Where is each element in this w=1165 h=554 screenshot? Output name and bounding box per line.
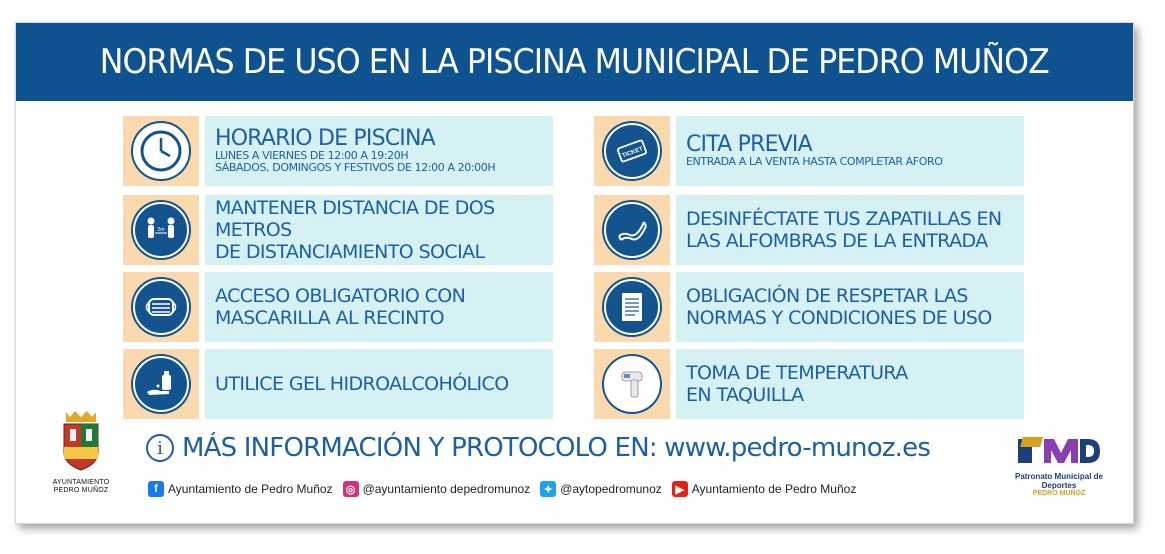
rule-text: ACCESO OBLIGATORIO CON MASCARILLA AL RECINTO — [215, 285, 466, 329]
twitter-icon: ✦ — [540, 481, 556, 497]
town-crest-logo — [46, 408, 116, 495]
rule-text: TOMA DE TEMPERATURA EN TAQUILLA — [686, 362, 908, 406]
rule-temperature — [676, 349, 1024, 419]
icon-box — [123, 195, 199, 265]
info-icon: i — [146, 434, 174, 462]
rule-mask — [205, 272, 553, 342]
rule-gel — [205, 349, 553, 419]
social-links — [148, 481, 866, 497]
icon-box — [594, 272, 670, 342]
crest-icon — [54, 408, 108, 474]
instagram-icon: ◎ — [343, 481, 359, 497]
social-twitter[interactable] — [540, 481, 662, 497]
header-bar — [16, 23, 1133, 101]
face-mask-icon — [133, 279, 189, 335]
disinfection-mat-icon — [604, 202, 660, 258]
icon-box — [594, 195, 670, 265]
rule-title: HORARIO DE PISCINA — [215, 126, 435, 151]
icon-box — [123, 272, 199, 342]
rule-text: OBLIGACIÓN DE RESPETAR LAS NORMAS Y CONDICIONES DE USO — [686, 285, 992, 329]
rule-schedule — [205, 116, 553, 186]
icon-box — [594, 349, 670, 419]
rule-text: MANTENER DISTANCIA DE DOS METROS DE DISTANCIAMIENTO SOCIAL — [215, 197, 495, 263]
social-label: @aytopedromunoz — [560, 482, 662, 496]
info-website-text[interactable]: MÁS INFORMACIÓN Y PROTOCOLO EN: www.pedro-munoz.es — [182, 433, 931, 463]
info-line — [146, 433, 930, 463]
facebook-icon: f — [148, 481, 164, 497]
thermometer-icon — [604, 356, 660, 412]
youtube-icon: ▶ — [672, 481, 688, 497]
rule-text: UTILICE GEL HIDROALCOHÓLICO — [215, 373, 509, 395]
document-icon — [604, 279, 660, 335]
rule-title: CITA PREVIA — [686, 132, 812, 157]
rule-respect — [676, 272, 1024, 342]
rule-detail: ENTRADA A LA VENTA HASTA COMPLETAR AFORO — [686, 155, 943, 168]
social-distance-icon — [133, 202, 189, 258]
social-facebook[interactable] — [148, 481, 333, 497]
pmd-logo — [1004, 433, 1114, 498]
ticket-icon — [604, 123, 660, 179]
rule-detail: SÁBADOS, DOMINGOS Y FESTIVOS DE 12:00 A 20:00H — [215, 161, 496, 174]
crest-caption: PEDRO MUÑOZ — [53, 487, 109, 494]
poster — [15, 22, 1134, 524]
clock-icon — [133, 123, 189, 179]
pmd-caption-town: PEDRO MUÑOZ — [1032, 490, 1086, 497]
rule-distance — [205, 195, 553, 265]
crest-caption: AYUNTAMIENTO — [52, 479, 110, 486]
pmd-logo-icon — [1014, 433, 1104, 467]
social-instagram[interactable] — [343, 481, 531, 497]
page-title: NORMAS DE USO EN LA PISCINA MUNICIPAL DE PEDRO MUÑOZ — [99, 42, 1050, 82]
hand-sanitizer-icon — [133, 356, 189, 412]
social-label: @ayuntamiento depedromunoz — [362, 482, 531, 496]
social-youtube[interactable] — [672, 481, 857, 497]
icon-box — [123, 116, 199, 186]
svg-text:2m: 2m — [157, 227, 165, 233]
rule-appointment — [676, 116, 1024, 186]
svg-text:TICKET: TICKET — [621, 146, 644, 160]
social-label: Ayuntamiento de Pedro Muñoz — [168, 482, 333, 496]
rule-detail: LUNES A VIERNES DE 12:00 A 19:20H — [215, 149, 409, 162]
icon-box — [123, 349, 199, 419]
icon-box — [594, 116, 670, 186]
rule-text: DESINFÉCTATE TUS ZAPATILLAS EN LAS ALFOMBRAS DE LA ENTRADA — [686, 208, 1002, 252]
rule-shoes — [676, 195, 1024, 265]
social-label: Ayuntamiento de Pedro Muñoz — [691, 482, 857, 496]
pmd-caption: Patronato Municipal de Deportes — [1014, 472, 1103, 490]
